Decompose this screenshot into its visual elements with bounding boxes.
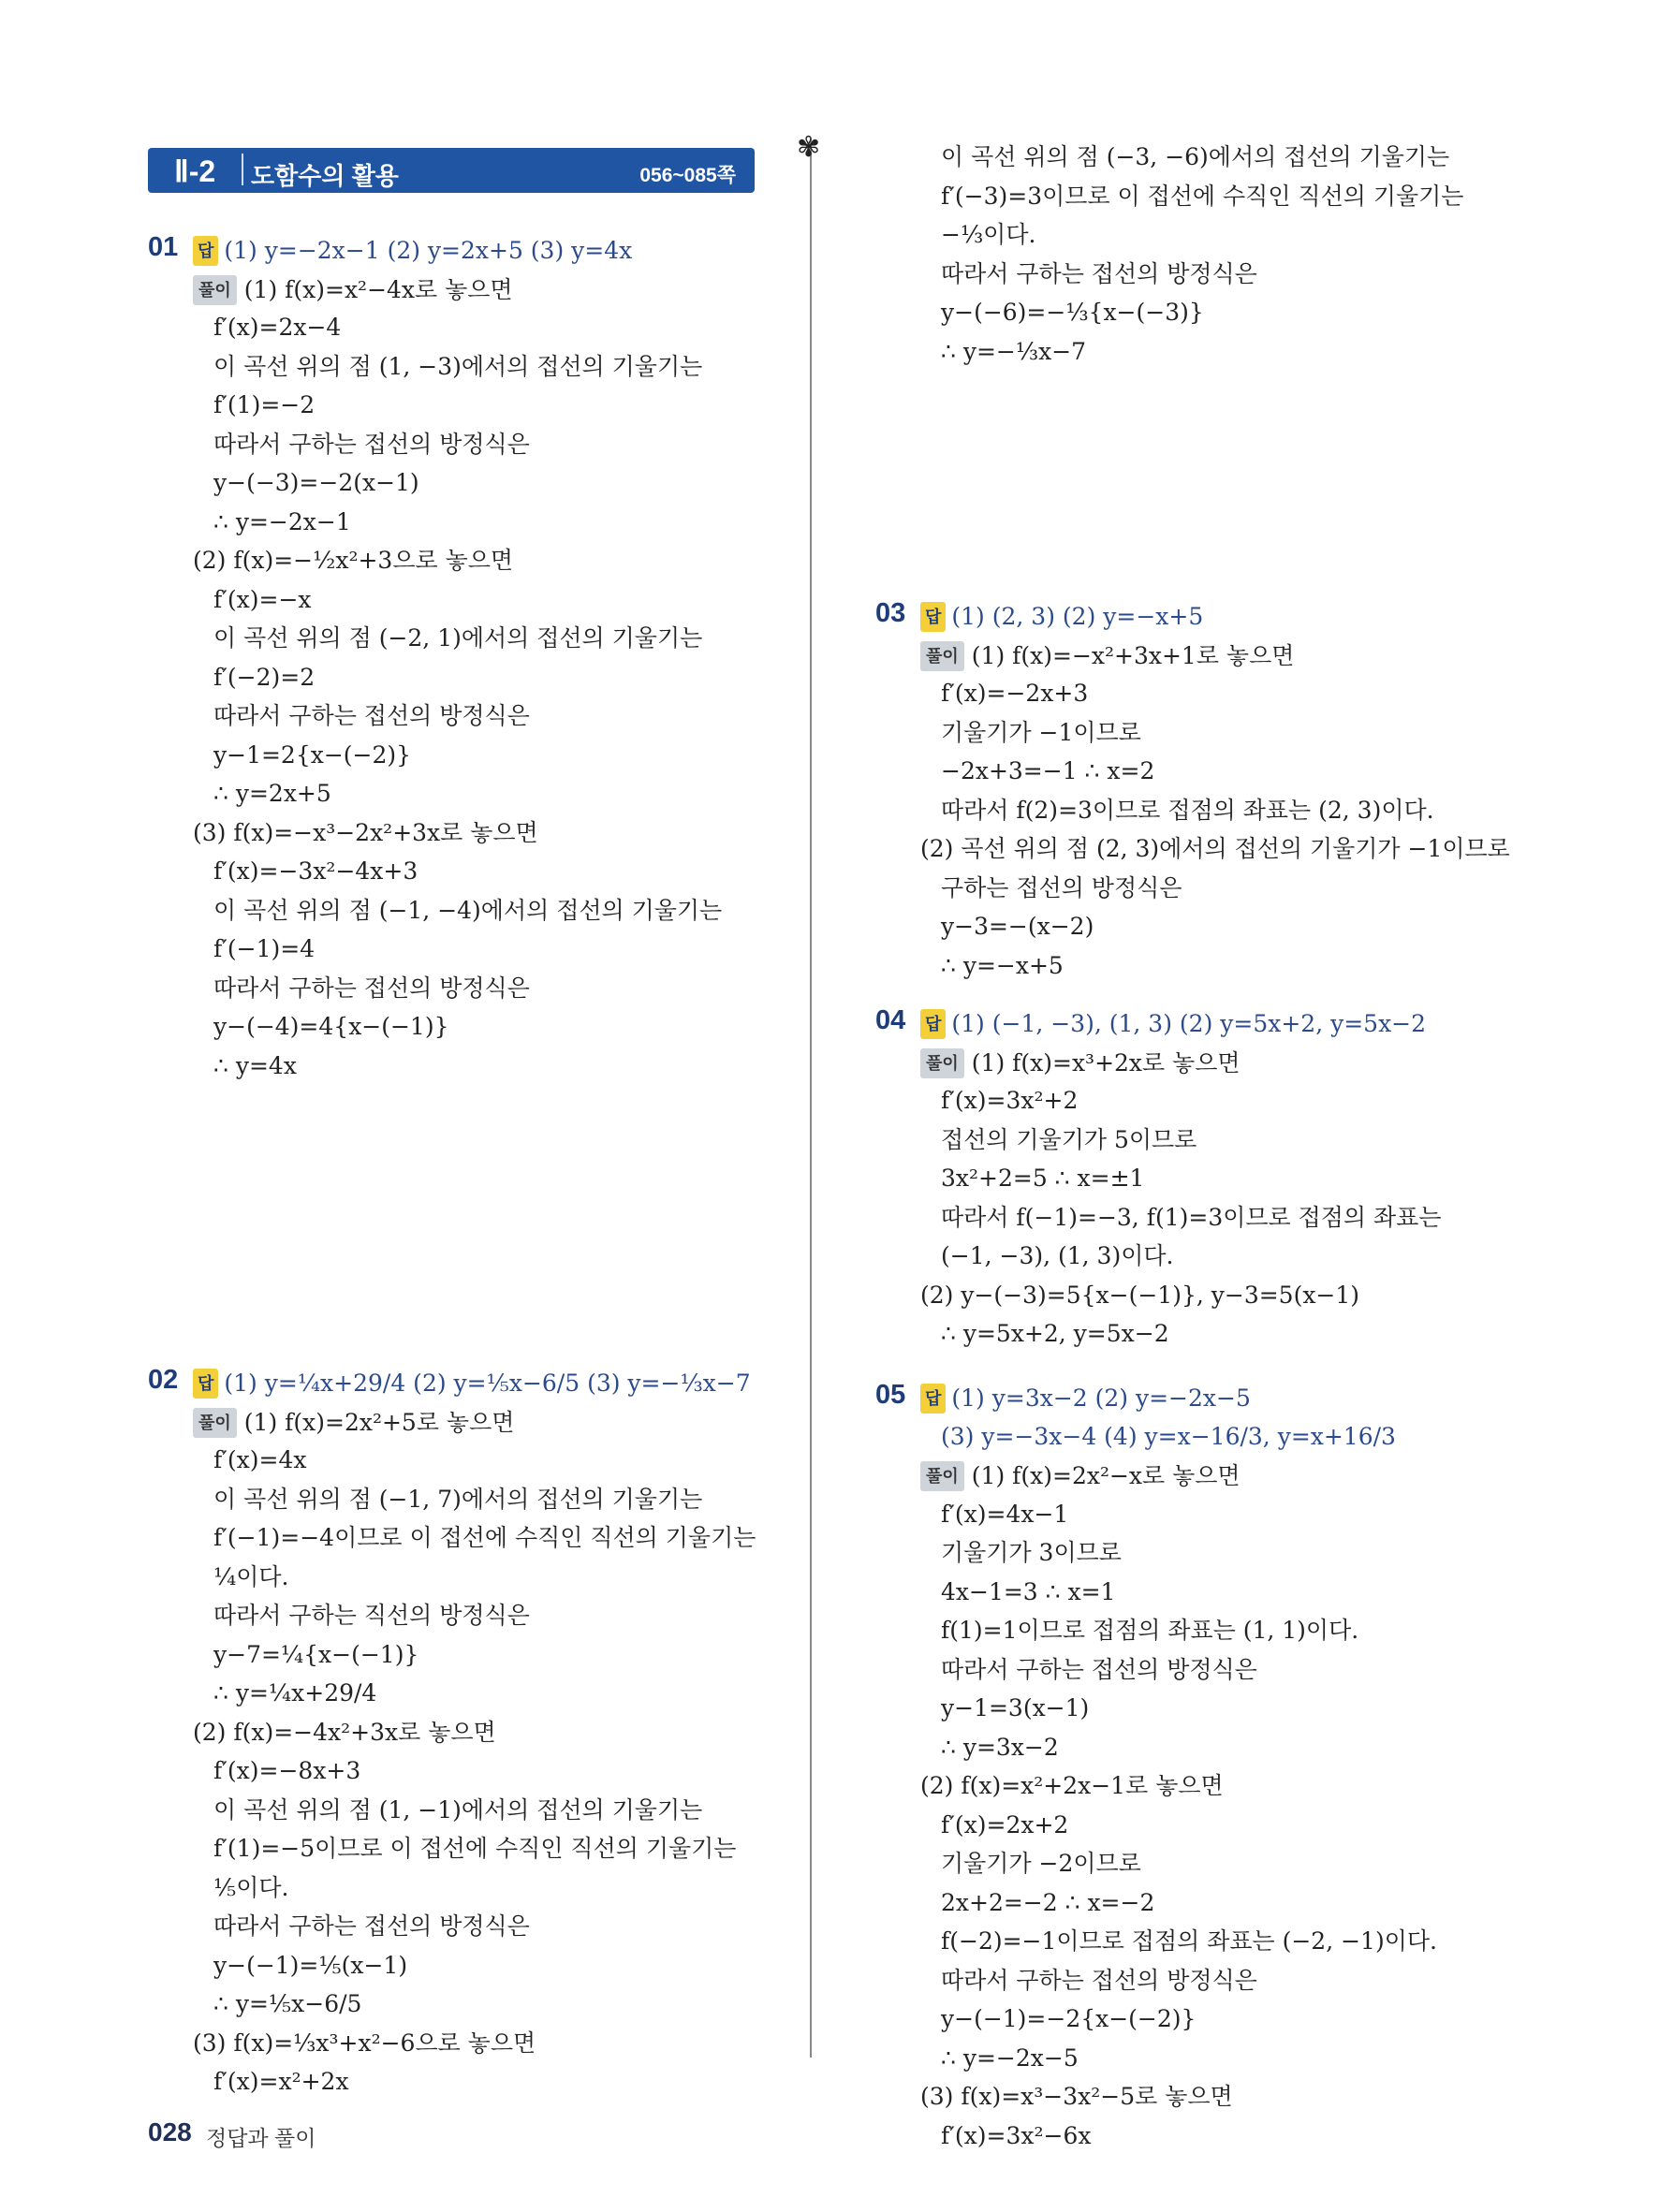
solution-line (213, 1563, 288, 1591)
line-text: (3) y=−3x−4 (4) y=x−16/3, y=x+16/3 (941, 1422, 1396, 1450)
line-text: y−(−4)=4{x−(−1)} (213, 1013, 449, 1040)
solution-line (941, 1811, 1068, 1839)
answer-badge: 답 (193, 236, 218, 266)
solution-line (213, 353, 702, 381)
line-text: 이 곡선 위의 점 (−2, 1)에서의 접선의 기울기는 (213, 624, 703, 652)
solution-line (213, 469, 419, 497)
footer-label: 정답과 풀이 (206, 2126, 316, 2150)
solution-line (941, 1850, 1141, 1878)
line-text: (1) y=−2x−1 (2) y=2x+5 (3) y=4x (224, 237, 633, 264)
line-text: (2) 곡선 위의 점 (2, 3)에서의 접선의 기울기가 −1이므로 (920, 835, 1510, 862)
line-text: (3) f(x)=x³−3x²−5로 놓으면 (920, 2083, 1233, 2110)
line-text: (1) f(x)=−x²+3x+1로 놓으면 (971, 641, 1295, 669)
line-text: (1) f(x)=x²−4x로 놓으면 (243, 275, 513, 303)
line-text: (1) y=3x−2 (2) y=−2x−5 (951, 1384, 1251, 1412)
solution-line (213, 897, 722, 925)
line-text: (2) f(x)=−½x²+3으로 놓으면 (193, 547, 514, 574)
line-text: y−1=2{x−(−2)} (213, 740, 412, 769)
solution-line (213, 1835, 736, 1863)
answer-badge: 답 (920, 602, 946, 632)
solution-line (213, 624, 702, 652)
solution-line (213, 314, 341, 342)
line-text: y−(−6)=−⅓{x−(−3)} (941, 299, 1204, 326)
line-text: −2x+3=−1 ∴ x=2 (941, 757, 1155, 784)
ornament-icon: ✾ (797, 131, 821, 164)
solution-line (213, 1757, 360, 1785)
line-text: ∴ y=⅕x−6/5 (213, 1990, 362, 2017)
answer-line (920, 1384, 1251, 1414)
solution-line (920, 641, 1294, 671)
solution-line (941, 1694, 1089, 1722)
line-text: 기울기가 −2이므로 (941, 1850, 1141, 1877)
line-text: y−(−1)=⅕(x−1) (213, 1951, 408, 1979)
line-text: 기울기가 −1이므로 (941, 718, 1141, 746)
line-text: 이 곡선 위의 점 (1, −3)에서의 접선의 기울기는 (213, 352, 703, 380)
line-text: (1) f(x)=x³+2x로 놓으면 (971, 1048, 1241, 1077)
solution-line (193, 1719, 496, 1747)
line-text: f′(x)=4x−1 (941, 1500, 1069, 1528)
solution-line (213, 702, 530, 730)
solution-line (213, 508, 351, 536)
line-text: y−7=¼{x−(−1)} (213, 1640, 419, 1668)
solution-line (213, 1874, 288, 1902)
solution-line (213, 857, 418, 886)
line-text: (−1, −3), (1, 3)이다. (941, 1242, 1174, 1269)
line-text: 따라서 f(2)=3이므로 접점의 좌표는 (2, 3)이다. (941, 796, 1434, 824)
line-text: ∴ y=−x+5 (941, 951, 1064, 979)
solution-line (941, 1927, 1437, 1956)
solution-line (941, 1501, 1068, 1529)
solution-badge: 풀이 (193, 1408, 237, 1438)
line-text: f′(1)=−2 (213, 391, 316, 418)
line-text: ∴ y=−⅓x−7 (941, 337, 1087, 365)
solution-line (941, 1734, 1059, 1762)
solution-badge: 풀이 (920, 1461, 964, 1491)
line-text: ¼이다. (213, 1562, 289, 1590)
answer-line (193, 1369, 751, 1399)
line-text: f(−2)=−1이므로 접점의 좌표는 (−2, −1)이다. (941, 1927, 1437, 1955)
solution-line (213, 1013, 449, 1041)
line-text: 따라서 f(−1)=−3, f(1)=3이므로 접점의 좌표는 (941, 1203, 1442, 1231)
solution-line (920, 1282, 1359, 1310)
solution-line (941, 1578, 1115, 1606)
question-number: 05 (875, 1380, 906, 1410)
solution-line (941, 1539, 1122, 1567)
line-text: f′(x)=−2x+3 (941, 680, 1089, 707)
line-text: (3) f(x)=⅓x³+x²−6으로 놓으면 (193, 2029, 536, 2057)
solution-line (213, 1524, 756, 1552)
solution-line (941, 952, 1064, 980)
question-number: 02 (148, 1365, 179, 1395)
line-text: y−(−1)=−2{x−(−2)} (941, 2005, 1197, 2032)
page-number: 028 (148, 2117, 192, 2146)
answer-badge: 답 (193, 1369, 218, 1399)
line-text: f′(−2)=2 (213, 663, 316, 691)
solution-line (193, 1408, 514, 1438)
page-range: 056~085쪽 (639, 165, 736, 186)
line-text: y−1=3(x−1) (941, 1694, 1090, 1721)
line-text: 접선의 기울기가 5이므로 (941, 1125, 1197, 1153)
solution-line (193, 2029, 536, 2058)
line-text: (2) y−(−3)=5{x−(−1)}, y−3=5(x−1) (920, 1281, 1360, 1309)
solution-line (941, 260, 1257, 288)
line-text: f′(1)=−5이므로 이 접선에 수직인 직선의 기울기는 (213, 1835, 737, 1862)
line-text: f′(x)=−x (213, 585, 312, 613)
solution-badge: 풀이 (193, 275, 237, 305)
line-text: y−3=−(x−2) (941, 913, 1094, 940)
line-text: 구하는 접선의 방정식은 (941, 873, 1182, 901)
line-text: f′(x)=−8x+3 (213, 1757, 361, 1784)
section-header (148, 148, 755, 193)
solution-line (941, 1087, 1078, 1115)
line-text: ∴ y=−2x−5 (941, 2044, 1079, 2072)
solution-line (193, 275, 513, 305)
question-number: 04 (875, 1005, 906, 1035)
solution-line (193, 547, 513, 575)
solution-line (941, 2005, 1196, 2033)
line-text: (3) f(x)=−x³−2x²+3x로 놓으면 (193, 818, 538, 846)
solution-line (920, 2083, 1233, 2111)
solution-line (941, 719, 1141, 747)
answer-line (920, 1009, 1426, 1039)
answer-line (920, 602, 1203, 632)
solution-line (941, 2044, 1079, 2073)
solution-line (213, 1486, 702, 1514)
line-text: (2) f(x)=x²+2x−1로 놓으면 (920, 1772, 1224, 1799)
line-text: (2) f(x)=−4x²+3x로 놓으면 (193, 1718, 496, 1746)
line-text: 3x²+2=5 ∴ x=±1 (941, 1165, 1145, 1192)
question-number: 03 (875, 598, 906, 628)
solution-badge: 풀이 (920, 641, 964, 671)
solution-line (941, 1967, 1257, 1995)
solution-line (213, 974, 530, 1003)
line-text: f′(x)=−3x²−4x+3 (213, 857, 418, 885)
solution-line (941, 1165, 1144, 1193)
line-text: f(1)=1이므로 접점의 좌표는 (1, 1)이다. (941, 1617, 1359, 1644)
line-text: 2x+2=−2 ∴ x=−2 (941, 1888, 1155, 1916)
column-divider (810, 139, 812, 2058)
line-text: f′(x)=x²+2x (213, 2068, 349, 2095)
solution-line (213, 2068, 349, 2096)
line-text: 따라서 구하는 접선의 방정식은 (941, 1655, 1257, 1683)
solution-line (213, 1912, 530, 1941)
line-text: ∴ y=5x+2, y=5x−2 (941, 1320, 1169, 1347)
solution-line (941, 1889, 1154, 1917)
solution-line (920, 1772, 1224, 1800)
solution-line (213, 935, 315, 963)
solution-line (213, 664, 315, 692)
line-text: 기울기가 3이므로 (941, 1539, 1122, 1566)
solution-line (213, 391, 315, 419)
solution-line (941, 338, 1086, 366)
solution-line (941, 143, 1449, 171)
solution-line (213, 1952, 407, 1980)
line-text: f′(x)=4x (213, 1446, 307, 1473)
line-text: ∴ y=¼x+29/4 (213, 1679, 377, 1707)
line-text: ∴ y=−2x−1 (213, 507, 351, 535)
line-text: 이 곡선 위의 점 (−1, −4)에서의 접선의 기울기는 (213, 896, 723, 924)
solution-line (213, 1796, 702, 1824)
solution-line (941, 1204, 1441, 1232)
solution-line (941, 1126, 1197, 1154)
solution-line (213, 431, 530, 459)
solution-line (941, 1617, 1358, 1645)
line-text: f′(x)=3x²−6x (941, 2121, 1092, 2149)
solution-line (920, 835, 1510, 863)
solution-line (213, 1052, 297, 1080)
line-text: 따라서 구하는 접선의 방정식은 (213, 702, 530, 729)
line-text: (1) f(x)=2x²−x로 놓으면 (971, 1462, 1241, 1489)
solution-badge: 풀이 (920, 1048, 964, 1078)
line-text: 따라서 구하는 접선의 방정식은 (941, 1966, 1257, 1994)
solution-line (941, 183, 1463, 211)
solution-line (941, 1423, 1396, 1451)
line-text: f′(−1)=−4이므로 이 접선에 수직인 직선의 기울기는 (213, 1524, 756, 1551)
line-text: 따라서 구하는 접선의 방정식은 (213, 430, 530, 458)
solution-line (213, 1641, 418, 1669)
line-text: f′(x)=3x²+2 (941, 1087, 1079, 1114)
solution-line (941, 680, 1088, 708)
solution-line (920, 1461, 1241, 1491)
line-text: 이 곡선 위의 점 (1, −1)에서의 접선의 기울기는 (213, 1795, 703, 1824)
line-text: 이 곡선 위의 점 (−1, 7)에서의 접선의 기울기는 (213, 1485, 703, 1513)
solution-line (213, 1679, 376, 1707)
solution-line (941, 797, 1434, 825)
line-text: 따라서 구하는 접선의 방정식은 (213, 1912, 530, 1940)
line-text: f′(x)=2x−4 (213, 314, 342, 341)
solution-line (941, 1320, 1169, 1348)
solution-line (213, 741, 411, 769)
line-text: ∴ y=4x (213, 1051, 297, 1079)
line-text: ⅕이다. (213, 1873, 289, 1901)
line-text: 이 곡선 위의 점 (−3, −6)에서의 접선의 기울기는 (941, 143, 1450, 170)
section-title: 도함수의 활용 (251, 162, 399, 190)
solution-line (941, 913, 1094, 941)
line-text: 따라서 구하는 직선의 방정식은 (213, 1602, 530, 1629)
line-text: (1) y=¼x+29/4 (2) y=⅕x−6/5 (3) y=−⅓x−7 (224, 1370, 751, 1397)
line-text: 따라서 구하는 접선의 방정식은 (213, 974, 530, 1002)
line-text: ∴ y=2x+5 (213, 780, 331, 807)
line-text: y−(−3)=−2(x−1) (213, 469, 419, 496)
solution-line (941, 1242, 1173, 1270)
solution-line (213, 586, 312, 614)
solution-line (213, 1990, 361, 2018)
section-number: Ⅱ-2 (174, 154, 216, 188)
line-text: 4x−1=3 ∴ x=1 (941, 1577, 1116, 1605)
line-text: 따라서 구하는 접선의 방정식은 (941, 259, 1257, 287)
solution-line (941, 2122, 1091, 2150)
solution-line (941, 221, 1035, 249)
question-number: 01 (148, 232, 179, 262)
line-text: (1) (2, 3) (2) y=−x+5 (951, 603, 1204, 630)
solution-line (941, 757, 1154, 785)
line-text: ∴ y=3x−2 (941, 1733, 1059, 1761)
solution-line (941, 299, 1204, 327)
line-text: f′(−3)=3이므로 이 접선에 수직인 직선의 기울기는 (941, 182, 1464, 210)
solution-line (213, 1446, 307, 1474)
line-text: (1) (−1, −3), (1, 3) (2) y=5x+2, y=5x−2 (951, 1010, 1427, 1037)
solution-line (213, 1602, 530, 1630)
solution-line (920, 1048, 1241, 1078)
line-text: f′(x)=2x+2 (941, 1810, 1069, 1838)
line-text: f′(−1)=4 (213, 935, 316, 962)
answer-badge: 답 (920, 1009, 946, 1039)
solution-line (193, 819, 538, 847)
answer-line (193, 236, 632, 266)
solution-line (941, 874, 1182, 902)
line-text: (1) f(x)=2x²+5로 놓으면 (243, 1408, 515, 1436)
answer-badge: 답 (920, 1384, 946, 1414)
header-divider (242, 154, 243, 185)
solution-line (213, 780, 331, 808)
solution-line (941, 1656, 1257, 1684)
line-text: −⅓이다. (941, 221, 1036, 248)
